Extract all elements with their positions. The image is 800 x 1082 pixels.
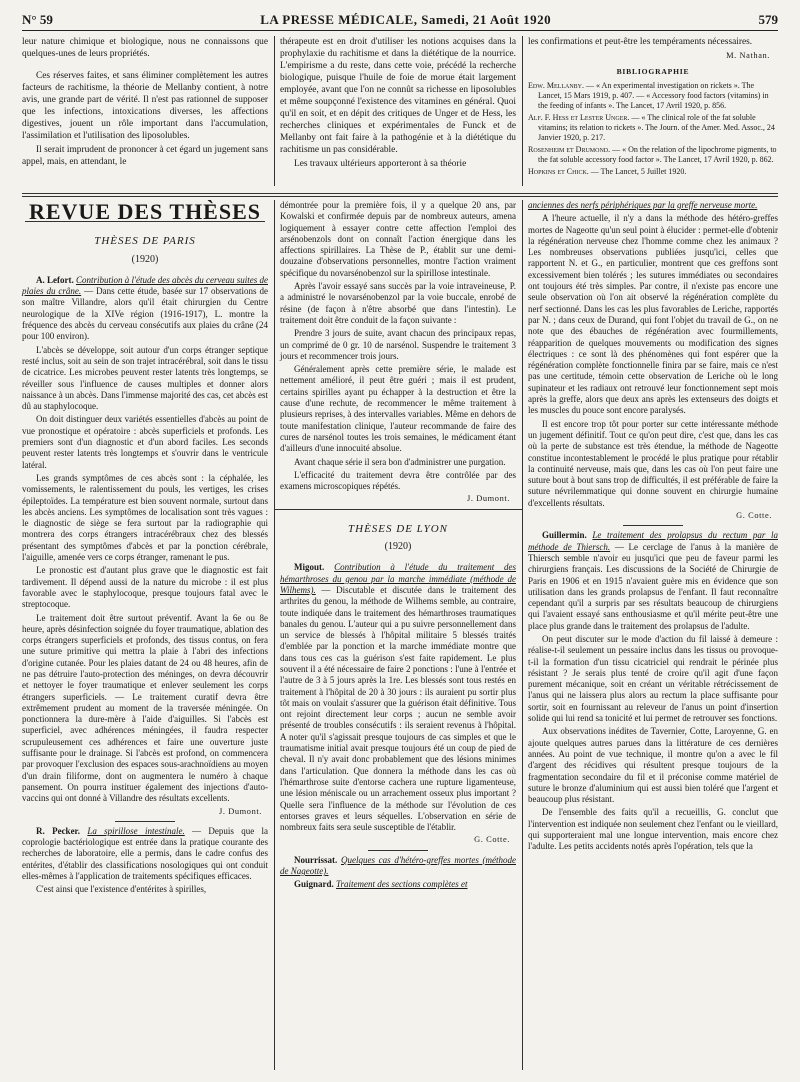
paragraph: Après l'avoir essayé sans succès par la voie intraveineuse, P. a administré le novarsénobenzol par la voie buccale, enrobé de résine (de façon à n'être absorbé que dans l'intestin). Le traitement doit être conduit de la façon suivante : — [280, 281, 516, 325]
paragraph: — Le cerclage de l'anus à la manière de Thiersch semble n'avoir eu jusqu'ici que peu de faveur parmi les chirurgiens français. Les discussions de la Société de Chirurgie de Paris en 1906 et en 1915 n'avaient guère mis en évidence que son utilisation dans les grands prolapsus de l'enfant. Il faut reconnaître cependant qu'il a surpris par ses résultats beaucoup de chirurgiens qui l'avaient essayé sans enthousiasme et qu'il mérite peut-être une place plus grande dans le traitement des prolapsus de l'adulte. — [528, 541, 779, 631]
section-separator — [22, 196, 778, 197]
subsection-year: (1920) — [384, 541, 412, 553]
revue-column-1 — [22, 200, 268, 896]
bib-author: Rosenheim et Drumond. — [528, 145, 611, 154]
section-separator — [274, 509, 522, 510]
column-divider — [522, 36, 523, 186]
author-signature: J. Dumont. — [467, 494, 510, 504]
thesis-title: Contribution à l'étude des abcès du cerveau suites de plaies du crâne. — [22, 274, 268, 297]
paragraph: Les travaux ultérieurs apporteront à sa théorie — [294, 159, 467, 169]
paragraph: On peut discuter sur le mode d'action du fil laissé à demeure : réalise-t-il seulement un pessaire inclus dans les tissus ou provoque-t-il la formation d'un tissu cicatriciel qui rendrait le périnée plus résistant ? Je serais plus tenté de croire qu'il agit d'une façon purement mécanique, soit en créant un véritable rétrécissement de l'anus qui ne laissera plus alors au rectum la place suffisante pour sortir, soit en fournissant au releveur de l'anus un point d'insertion solide qui lui rend sa tonicité et lui permet de retrouver ses fonctions. — [528, 633, 778, 724]
column-divider — [274, 200, 275, 1070]
author-signature: M. Nathan. — [726, 51, 770, 60]
author-signature: G. Cotte. — [736, 511, 772, 521]
section-separator — [22, 193, 778, 194]
paragraph: C'est ainsi que l'existence d'entérites à spirilles, — [36, 884, 207, 895]
thesis-title: Contribution à l'étude du traitement des hémarthroses du genou par la marche immédiate (méthode de Wilhems). — [280, 562, 516, 595]
thesis-title: La spirillose intestinale. — [87, 825, 185, 836]
subsection-title: THÈSES DE PARIS — [94, 235, 196, 248]
bib-text: — The Lancet, 5 Juillet 1920. — [590, 167, 687, 176]
paragraph: Le pronostic est d'autant plus grave que le diagnostic est fait tardivement. Il dépend aussi de la nature du microbe : il est plus favorable avec le staphylocoque, presque toujours fatal avec le streptocoque. — [22, 565, 268, 610]
paragraph: Il est encore trop tôt pour porter sur cette intéressante méthode un jugement définitif. Tout ce qu'on peut dire, c'est que, dans les cas où la perte de substance est très étendue, la méthode de Nageotte constitue incontestablement le procédé le plus pratique pour rétablir la continuité nerveuse, mais que, dans les cas où l'on peut faire une suture bout à bout sans trop de difficultés, il est préférable de faire la suture névrilemmatique qui donne souvent en chirurgie humaine d'excellents résultats. — [528, 418, 778, 508]
paragraph: — Depuis que la coprologie bactériologique est entrée dans la pratique courante des recherches de laboratoire, elle a permis, dans le cadre confus des entérites, d'établir des classifications nosologiques qui ont conduit elles-mêmes à l'application de traitements spécifiques efficaces. — [22, 825, 269, 882]
thesis-author: Nourrissat. — [294, 854, 338, 865]
thesis-title: anciennes des nerfs périphériques par la greffe nerveuse morte. — [528, 200, 758, 210]
paragraph: De l'ensemble des faits qu'il a recueillis, G. conclut que l'intervention est indiquée non seulement chez l'enfant ou le vieillard, qui supporteraient mal une longue intervention, mais encore chez l'adulte. Les petits accidents notés après l'opération, tels que la — [528, 807, 778, 852]
paragraph: Avant chaque série il sera bon d'administrer une purgation. — [294, 456, 506, 467]
subsection-title: THÈSES DE LYON — [348, 522, 448, 535]
thesis-author: Guillermin. — [542, 530, 587, 541]
paragraph: L'efficacité du traitement devra être contrôlée par des examens microscopiques répétés. — [280, 469, 516, 492]
paragraph: On doit distinguer deux variétés essentielles d'abcès au point de vue pronostique et opératoire : abcès superficiels et profonds. Les premiers sont d'un diagnostic et d'un abord faciles. Les seconds peuvent rester latents très longtemps et s'ouvrir dans le ventricule latéral. — [22, 414, 268, 470]
paragraph: Il serait imprudent de prononcer à cet égard un jugement sans appel, mais, en attendant, le — [22, 145, 268, 167]
article-rule — [368, 850, 428, 851]
thesis-title: Quelques cas d'hétéro-greffes mortes (méthode de Nageotte). — [280, 854, 517, 877]
column-divider — [522, 200, 523, 1070]
bib-author: Hopkins et Chick. — [528, 167, 589, 176]
thesis-title: Traitement des sections complètes et — [336, 879, 468, 890]
paragraph: Aux observations inédites de Tavernier, Cotte, Laroyenne, G. en ajoute quelques autres parues dans la littérature de ces dernières années. Au point de vue technique, il montre qu'on a avec le fil d'argent des récidives qui résultent presque toujours de la fragmentation secondaire du fil et il préconise comme matériel de suture le bronze d'aluminium qui est aussi bien toléré que l'argent et beaucoup plus résistant. — [528, 726, 778, 805]
revue-column-3 — [528, 200, 778, 853]
section-title: REVUE DES THÈSES — [28, 199, 261, 224]
thesis-author: Guignard. — [294, 879, 334, 890]
bib-text: — « On the relation of the lipochrome pigments, to the fat soluble accessory food factor ». The Lancet, 17 Avril 1920, p. 862. — [538, 145, 777, 164]
top-right-column — [528, 36, 778, 179]
page-header — [22, 10, 778, 31]
paragraph: — Discutable et discutée dans le traitement des arthrites du genou, la méthode de Wilhems semble, au contraire, toute indiquée dans le traitement des hémarthroses traumatiques banales du genou. L'auteur qui a pu suivre personnellement dans un service de blessés à l'hôpital militaire 5 blessés traités d'emblée par la ponction et la marche immédiate montre que dans tous ces cas la guérison s'est faite rapidement. Le plus souvent il a été nécessaire de faire 2 ponctions : l'une à l'entrée et l'autre de 3 à 5 jours après la 1re. Les blessés sont tous restés en traitement à l'hôpital de 20 à 30 jours : ils auraient pu sortir plus tôt mais on voulait s'assurer que la guérison était définitive. Tous ont rejoint directement leur corps ; aucun ne semble avoir présenté de troubles consécutifs : ils seraient revenus à l'hôpital. A noter qu'il s'agissait presque toujours de cas simples et que le traumatisme initial avait presque toujours été un coup de pied de cheval. Il n'y avait donc probablement que des lésions minimes dans l'articulation. Que donnera la méthode dans les cas où l'hémarthrose suite d'entorse cachera une rupture ligamenteuse, une lésion méniscale ou un arrachement osseux plus important ? Quelle sera l'influence de la méthode sur l'évolution de ces entorses graves et leurs séquelles. L'observation en série de nombreux faits sera seule susceptible de l'établir. — [280, 584, 516, 833]
paragraph: — Dans cette étude, basée sur 17 observations de son maître Villandre, alors qu'il était chirurgien du Centre neurologique de la XIVe région (1916-1917), L. montre la fréquence des abcès du cerveau consécutifs aux plaies du crâne (24 pour 100 environ). — [22, 286, 269, 342]
journal-title: LA PRESSE MÉDICALE, Samedi, 21 Août 1920 — [260, 12, 552, 27]
paragraph: leur nature chimique et biologique, nous ne connaissons que quelques-unes de leurs propriétés. — [22, 37, 268, 59]
thesis-author: R. Pecker. — [36, 825, 80, 836]
paragraph: Le traitement doit être surtout préventif. Avant la 6e ou 8e heure, après désinfection soignée du foyer traumatique, ablation des corps étrangers superficiels et profonds, des tissus contus, on fera une suture primitive qui mettra la plaie à l'abri des infections d'origine cutanée. Pour les plaies datant de 24 ou 48 heures, afin de ne pas détruire l'auto-protection des méninges, on devra découvrir et nettoyer le foyer traumatique et enlever seulement les corps étrangers superficiels. — Le traitement curatif devra être extrêmement prudent au moment de la traversée méningée. On ponctionnera la dure-mère à l'aide d'aiguilles. Si l'abcès est superficiel, avec adhérences méningées, il faudra respecter scrupuleusement ces adhérences et faire une ouverture juste suffisante pour le drainage. Si l'abcès est profond, on commencera par provoquer l'exclusion des espaces sous-arachnoïdiens au moyen d'un drain filiforme, dont on augmentera le numéro à chaque pansement. On pourra instituer également des injections d'auto-vaccins qui ont donné à Villandre des résultats excellents. — [22, 612, 268, 804]
bib-text: — « The clinical role of the fat soluble vitamins; its relation to rickets ». The Journ. of the Amer. Med. Assoc., 24 Janvier 1920, p. 217. — [538, 113, 775, 142]
subsection-year: (1920) — [131, 253, 159, 265]
bibliography-heading: BIBLIOGRAPHIE — [616, 67, 690, 76]
paragraph: A l'heure actuelle, il n'y a dans la méthode des hétéro-greffes mortes de Nageotte qu'un seul point à élucider : permet-elle d'obtenir la régénération nerveuse chez l'homme comme chez les animaux ? Les nombreuses observations publiées jusqu'ici, celles que rapportent N. et G., en particulier, montrent que ces greffons sont excessivement bien tolérés ; les sutures immédiates ou secondaires ont toujours été très simples. Par contre, il n'existe pas encore une seule observation où l'on ait observé la régénération complète du nerf sectionné. Dans les cas les plus favorables de Leriche, rapportés par N. ; dans ceux de Durand, qui font l'objet du travail de G., on ne note que des ébauches de régénération avec fourmillements, réapparition de quelques mouvements ou modification des signes électriques : ce sont là des phénomènes qui font espérer que la régénération complète fonctionnelle finira par se faire, mais ce n'est pas une certitude, témoin cette observation de Leriche où le long supinateur et les radiaux ont retrouvé leur fonctionnement sept mois après la greffe, alors que deux ans après les extenseurs des doigts et les muscles du pouce sont encore paralysés. — [528, 213, 778, 416]
bibliography-entry — [528, 81, 778, 111]
column-divider — [274, 36, 275, 186]
top-middle-column — [280, 36, 516, 170]
bibliography-entry — [528, 167, 778, 177]
paragraph: L'abcès se développe, soit autour d'un corps étranger septique resté inclus, soit au sein de son trajet intracérébral, soit dans le tissu de cicatrice. Les microbes peuvent rester latents très longtemps, se réveiller sous l'influence de causes multiples et donner alors naissance à un abcès. Dans l'immense majorité des cas, cet abcès est dû au staphylocoque. — [22, 344, 268, 412]
paragraph: démontrée pour la première fois, il y a quelque 20 ans, par Kowalski et confirmée depuis par de nombreux auteurs, amena logiquement à essayer contre cette affection l'emploi des arsénobenzols dont on connaît l'action énergique dans les affections spirillaires. La Thèse de P., établit sur une demi-douzaine d'observations personnelles, montre l'action vraiment spécifique du novarsénobenzol sur la spirillose intestinale. — [280, 200, 516, 278]
paragraph: les confirmations et peut-être les tempéraments nécessaires. — [528, 37, 753, 47]
bib-author: Alf. F. Hess et Lester Unger. — [528, 113, 630, 122]
author-signature: J. Dumont. — [219, 806, 262, 816]
top-left-column — [22, 36, 268, 168]
bib-text: — « An experimental investigation on rickets ». The Lancet, 15 Mars 1919, p. 407. — « Accessory food factors (vitamins) in the feeding of infants ». The Lancet, 17 Avril 1920, p. 856. — [538, 81, 769, 110]
thesis-title: Le traitement des prolapsus du rectum par la méthode de Thiersch. — [528, 530, 779, 552]
bibliography-entry — [528, 145, 778, 165]
author-signature: G. Cotte. — [474, 835, 510, 845]
revue-column-2 — [280, 200, 516, 891]
paragraph: Les grands symptômes de ces abcès sont : la céphalée, les vomissements, le ralentissement du pouls, les vertiges, les crises épileptoïdes. La température est bien souvent normale, surtout dans les abcès anciens. Les symptômes de localisation sont très vagues : le diagnostic de siège se fera surtout par la radiographie qui montrera des corps étrangers intracérébraux chez des blessés présentant des symptômes d'abcès et par la ponction cérébrale, l'aiguille, amenée vers ce corps étranger, ramenant le pus. — [22, 472, 268, 563]
article-rule — [623, 525, 683, 526]
paragraph: Ces réserves faites, et sans éliminer complètement les autres facteurs de rachitisme, la théorie de Mellanby contient, à notre avis, une grande part de vérité. Il n'est pas rationnel de supposer que les infections, intoxications diverses, les affections digestives, jouent un rôle important dans l'accumulation, l'assimilation et l'utilisation des liposolubles. — [22, 71, 268, 141]
thesis-author: Migout. — [294, 562, 325, 573]
bib-author: Edw. Mellanby. — [528, 81, 584, 90]
paragraph: Généralement après cette première série, le malade est nettement amélioré, il peut être guéri ; mais il est prudent, certains spirilles ayant pu échapper à la destruction et être la cause d'une rechute, de recommencer le même traitement à plusieurs reprises, à des intervalles variables. Même en dehors de toute manifestation clinique, l'auteur recommande de faire des cures de narsénol toutes les trois semaines, le médicament étant d'ailleurs d'une innocuité absolue. — [280, 364, 516, 454]
article-rule — [115, 821, 175, 822]
issue-number: N° 59 — [22, 12, 53, 27]
bibliography-entry — [528, 113, 778, 143]
page-number: 579 — [758, 12, 778, 27]
thesis-author: A. Lefort. — [36, 274, 74, 285]
paragraph: Prendre 3 jours de suite, avant chacun des principaux repas, un comprimé de 0 gr. 10 de narsénol. Suspendre le traitement 3 jours et recommencer trois jours. — [280, 328, 516, 361]
paragraph: thérapeute est en droit d'utiliser les notions acquises dans la prophylaxie du rachitisme et dans la diététique de la nourrice. L'empirisme a du reste, dans cette voie, précédé la recherche biologique, puisque l'huile de foie de morue était largement employée, avant que l'on ne connût sa richesse en liposolubles et même soupçonné l'existence des vitamines en général. Quoi qu'il en soit, et en dépit des critiques de Unger et de Hess, les recherches cliniques et expérimentales de Funck et de Mellanby ont fait faire à la pathogénie et à la diététique du rachitisme un pas considérable. — [280, 37, 516, 155]
